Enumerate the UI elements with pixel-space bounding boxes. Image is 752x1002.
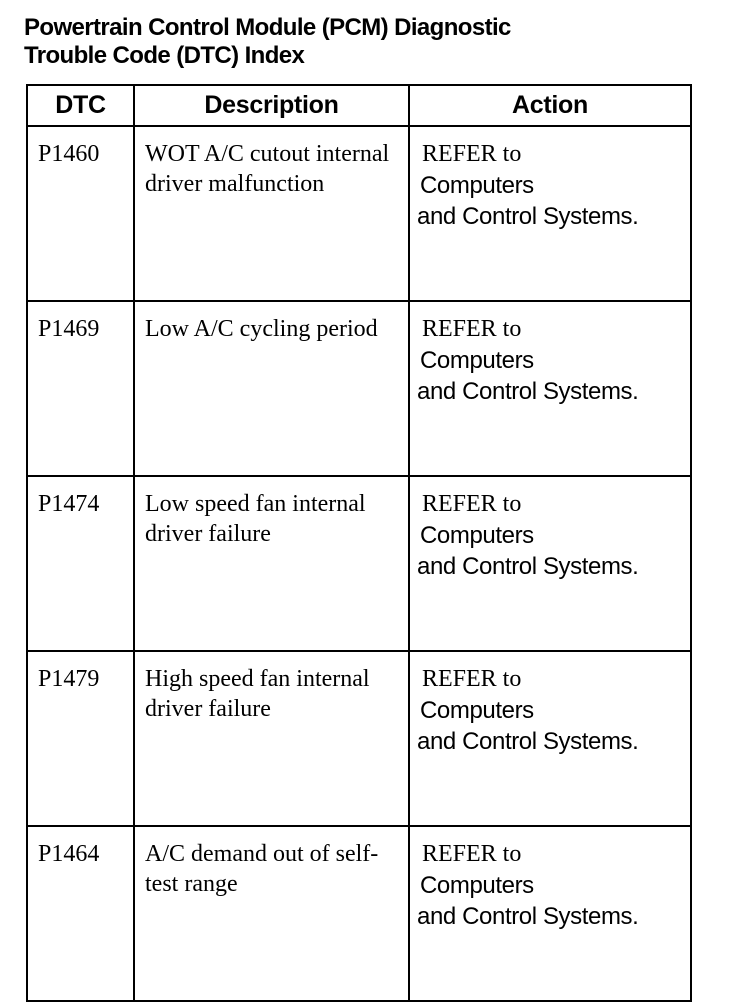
- column-header-action: Action: [409, 85, 691, 126]
- action-cell: [409, 826, 691, 1001]
- column-header-description: Description: [134, 85, 409, 126]
- action-line: REFER to: [422, 141, 522, 167]
- action-line: Computers: [420, 872, 534, 899]
- dtc-code-cell: P1464: [27, 826, 134, 1001]
- description-cell: Low speed fan internal driver failure: [134, 476, 409, 651]
- dtc-code-cell: P1460: [27, 126, 134, 301]
- action-line: Computers: [420, 172, 534, 199]
- action-line: and Control Systems.: [417, 903, 639, 930]
- page-title-line-1: Powertrain Control Module (PCM) Diagnostic: [24, 14, 511, 41]
- action-line: and Control Systems.: [417, 378, 639, 405]
- table-row: [27, 126, 691, 301]
- table-header-row: [27, 85, 691, 126]
- action-cell: [409, 476, 691, 651]
- action-line: Computers: [420, 697, 534, 724]
- action-line: Computers: [420, 522, 534, 549]
- dtc-code-cell: P1474: [27, 476, 134, 651]
- description-cell: High speed fan internal driver failure: [134, 651, 409, 826]
- dtc-index-table: [26, 84, 692, 1002]
- table-row: [27, 476, 691, 651]
- column-header-dtc: DTC: [27, 85, 134, 126]
- description-cell: A/C demand out of self-test range: [134, 826, 409, 1001]
- action-cell: [409, 301, 691, 476]
- description-cell: Low A/C cycling period: [134, 301, 409, 476]
- action-line: Computers: [420, 347, 534, 374]
- description-cell: WOT A/C cutout internal driver malfunction: [134, 126, 409, 301]
- dtc-code-cell: P1479: [27, 651, 134, 826]
- action-cell: [409, 126, 691, 301]
- dtc-code-cell: P1469: [27, 301, 134, 476]
- action-line: and Control Systems.: [417, 553, 639, 580]
- page-title-line-2: Trouble Code (DTC) Index: [24, 42, 305, 69]
- table-row: [27, 301, 691, 476]
- action-line: and Control Systems.: [417, 203, 639, 230]
- action-line: REFER to: [422, 841, 522, 867]
- action-line: REFER to: [422, 666, 522, 692]
- action-line: REFER to: [422, 491, 522, 517]
- table-row: [27, 651, 691, 826]
- page-title: [24, 14, 724, 70]
- table-row: [27, 826, 691, 1001]
- action-line: and Control Systems.: [417, 728, 639, 755]
- action-cell: [409, 651, 691, 826]
- action-line: REFER to: [422, 316, 522, 342]
